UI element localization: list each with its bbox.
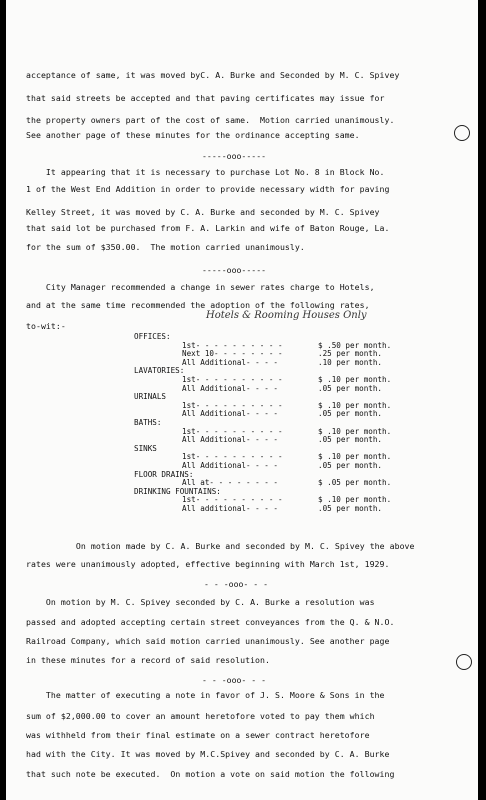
rate-item-label: 1st- - - - - - - - - - xyxy=(182,400,283,410)
rate-item-label: 1st- - - - - - - - - - xyxy=(182,375,283,384)
rate-item-amount: .05 per month. xyxy=(318,383,383,393)
rate-item-amount: .05 per month. xyxy=(318,435,383,445)
text-line: for the sum of $350.00. The motion carried unanimously. xyxy=(26,242,305,252)
punch-hole-mark xyxy=(456,654,472,670)
rate-item-amount: .05 per month. xyxy=(318,461,383,470)
rate-item-label: 1st- - - - - - - - - - xyxy=(182,495,283,505)
rate-category: LAVATORIES: xyxy=(134,366,185,376)
rate-item-label: All Additional- - - - xyxy=(182,383,279,393)
text-line: City Manager recommended a change in sewer rates charge to Hotels, xyxy=(26,282,375,292)
rate-category: FLOOR DRAINS: xyxy=(134,469,194,479)
text-line: sum of $2,000.00 to cover an amount heretofore voted to pay them which xyxy=(26,711,375,721)
text-line: and at the same time recommended the adoption of the following rates, xyxy=(26,300,370,310)
rate-item-amount: $ .10 per month. xyxy=(318,375,392,384)
rate-item-label: All at- - - - - - - - xyxy=(182,478,279,488)
text-line: Kelley Street, it was moved by C. A. Burke and seconded by M. C. Spivey xyxy=(26,207,380,217)
rate-item-amount: .05 per month. xyxy=(318,409,383,419)
rate-item-amount: .25 per month. xyxy=(318,349,383,359)
text-line: that said streets be accepted and that paving certificates may issue for xyxy=(26,93,385,103)
rate-category: BATHS: xyxy=(134,418,162,427)
rate-item-amount: $ .50 per month. xyxy=(318,340,392,350)
rate-item-amount: $ .10 per month. xyxy=(318,495,392,505)
scan-border-right xyxy=(478,0,486,800)
rate-item-label: Next 10- - - - - - - - xyxy=(182,349,283,359)
text-line: passed and adopted accepting certain street conveyances from the Q. & N.O. xyxy=(26,617,395,627)
text-line: rates were unanimously adopted, effective beginning with March 1st, 1929. xyxy=(26,559,390,569)
rate-item-amount: $ .10 per month. xyxy=(318,400,392,410)
text-line: had with the City. It was moved by M.C.Spivey and seconded by C. A. Burke xyxy=(26,749,390,759)
rate-item-amount: $ .10 per month. xyxy=(318,452,392,462)
rate-item-label: All Additional- - - - xyxy=(182,357,279,367)
rate-item-amount: $ .10 per month. xyxy=(318,426,392,436)
section-separator: - - -ooo- - - xyxy=(202,675,267,685)
rate-category: SINKS xyxy=(134,443,157,453)
text-line: On motion by M. C. Spivey seconded by C. A. Burke a resolution was xyxy=(26,597,375,607)
rate-item-label: 1st- - - - - - - - - - xyxy=(182,426,283,436)
text-line: to-wit:- xyxy=(26,321,66,331)
text-line: 1 of the West End Addition in order to provide necessary width for paving xyxy=(26,184,390,194)
text-line: the property owners part of the cost of same. Motion carried unanimously. xyxy=(26,115,395,125)
text-line: was withheld from their final estimate on a sewer contract heretofore xyxy=(26,730,370,740)
section-separator: -----ooo----- xyxy=(202,151,267,161)
text-line: The matter of executing a note in favor of J. S. Moore & Sons in the xyxy=(26,690,385,700)
text-line: Railroad Company, which said motion carried unanimously. See another page xyxy=(26,636,390,646)
rate-item-label: All Additional- - - - xyxy=(182,461,279,470)
rate-item-amount: .10 per month. xyxy=(318,357,383,367)
rate-item-label: All Additional- - - - xyxy=(182,435,279,445)
section-separator: -----ooo----- xyxy=(202,265,267,275)
handwritten-annotation: Hotels & Rooming Houses Only xyxy=(206,310,367,321)
punch-hole-mark xyxy=(454,125,470,141)
rate-item-label: 1st- - - - - - - - - - xyxy=(182,340,283,350)
rate-item-label: All additional- - - - xyxy=(182,504,279,513)
text-line: On motion made by C. A. Burke and seconded by M. C. Spivey the above xyxy=(56,541,415,551)
rate-category: OFFICES: xyxy=(134,332,171,341)
text-line: acceptance of same, it was moved byC. A. Burke and Seconded by M. C. Spivey xyxy=(26,70,400,80)
section-separator: - - -ooo- - - xyxy=(204,579,269,589)
rate-item-label: 1st- - - - - - - - - - xyxy=(182,452,283,462)
text-line: It appearing that it is necessary to purchase Lot No. 8 in Block No. xyxy=(26,167,385,177)
document-page xyxy=(6,0,478,800)
rate-category: URINALS xyxy=(134,392,167,402)
text-line: in these minutes for a record of said resolution. xyxy=(26,655,270,665)
text-line: See another page of these minutes for the ordinance accepting same. xyxy=(26,130,360,140)
rate-item-amount: .05 per month. xyxy=(318,504,383,513)
text-line: that said lot be purchased from F. A. Larkin and wife of Baton Rouge, La. xyxy=(26,223,390,233)
rate-item-label: All Additional- - - - xyxy=(182,409,279,419)
text-line: that such note be executed. On motion a vote on said motion the following xyxy=(26,769,395,779)
rate-item-amount: $ .05 per month. xyxy=(318,478,392,488)
rate-category: DRINKING FOUNTAINS: xyxy=(134,486,221,496)
